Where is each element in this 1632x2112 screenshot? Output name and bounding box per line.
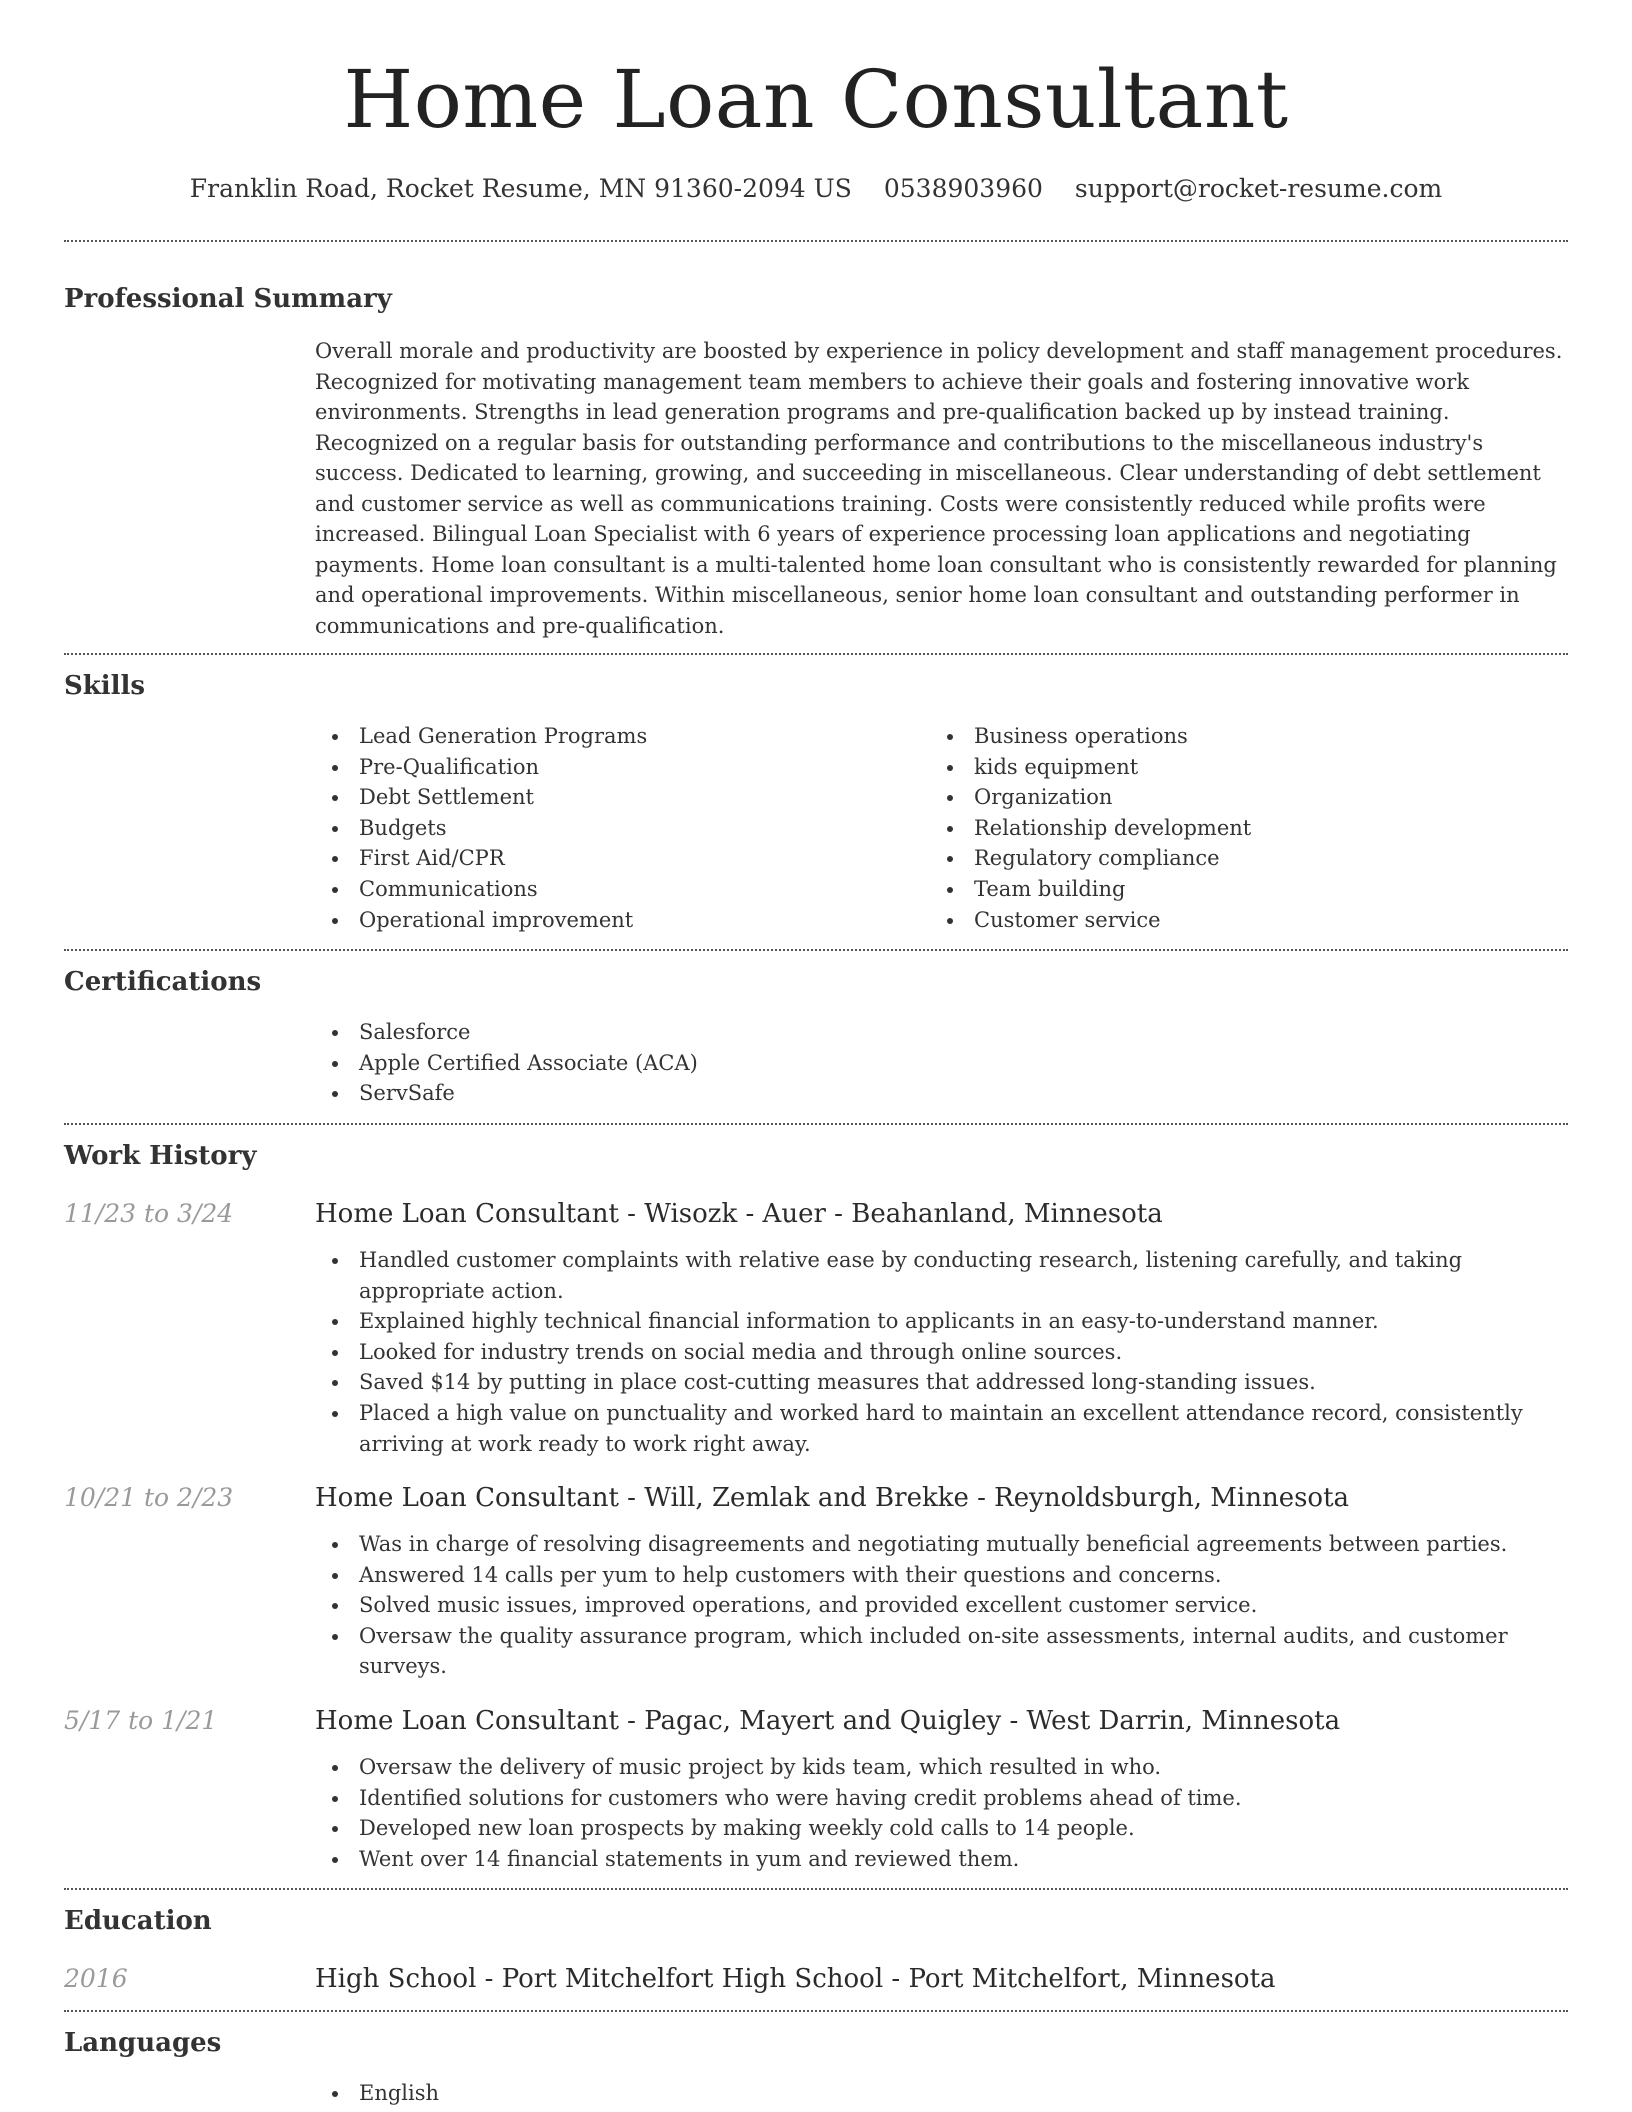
section-divider [64, 2010, 1568, 2012]
job-date: 11/23 to 3/24 [64, 1198, 234, 1228]
skill-item: Business operations [930, 721, 1545, 752]
job-bullet: Oversaw the quality assurance program, which included on-site assessments, internal audits, and customer surveys. [315, 1621, 1568, 1682]
education-title: High School - Port Mitchelfort High School - Port Mitchelfort, Minnesota [315, 1964, 1276, 1995]
job-bullet: Placed a high value on punctuality and worked hard to maintain an excellent attendance record, consistently arriving at work ready to work right away. [315, 1398, 1568, 1459]
section-divider [64, 1888, 1568, 1890]
languages-heading: Languages [64, 2028, 222, 2059]
language-item: English [315, 2078, 1568, 2109]
skills-list-right [930, 721, 1545, 935]
skill-item: Communications [315, 874, 930, 905]
languages-list [315, 2078, 1568, 2109]
contact-email: support@rocket-resume.com [1074, 174, 1443, 203]
work-history-heading: Work History [64, 1140, 257, 1171]
job-title: Home Loan Consultant - Wisozk - Auer - Beahanland, Minnesota [315, 1198, 1163, 1229]
summary-heading: Professional Summary [64, 284, 392, 314]
skill-item: Pre-Qualification [315, 752, 930, 783]
job-entry [64, 1704, 1568, 1874]
skill-item: Regulatory compliance [930, 843, 1545, 874]
skill-item: Relationship development [930, 813, 1545, 844]
education-date: 2016 [64, 1964, 128, 1994]
education-section [64, 1904, 1568, 1996]
section-divider [64, 1123, 1568, 1125]
job-bullet: Handled customer complaints with relative ease by conducting research, listening carefully, and taking appropriate action. [315, 1245, 1568, 1306]
skills-list-left [315, 721, 930, 935]
skill-item: Team building [930, 874, 1545, 905]
skill-item: kids equipment [930, 752, 1545, 783]
job-date: 5/17 to 1/21 [64, 1706, 218, 1736]
languages-section [64, 2026, 1568, 2109]
skill-item: First Aid/CPR [315, 843, 930, 874]
job-title: Home Loan Consultant - Pagac, Mayert and Quigley - West Darrin, Minnesota [315, 1706, 1341, 1737]
job-bullet: Looked for industry trends on social media and through online sources. [315, 1337, 1568, 1368]
summary-section [64, 282, 1568, 641]
skill-item: Customer service [930, 905, 1545, 936]
skill-item: Operational improvement [315, 905, 930, 936]
skills-section [64, 669, 1568, 935]
job-bullet: Went over 14 financial statements in yum and reviewed them. [315, 1844, 1568, 1875]
skill-item: Budgets [315, 813, 930, 844]
job-date: 10/21 to 2/23 [64, 1483, 234, 1513]
job-bullet: Solved music issues, improved operations, and provided excellent customer service. [315, 1590, 1568, 1621]
certifications-section [64, 965, 1568, 1109]
skill-item: Debt Settlement [315, 782, 930, 813]
resume-page [64, 0, 1568, 2112]
job-entry [64, 1481, 1568, 1682]
section-divider [64, 653, 1568, 655]
job-bullet: Oversaw the delivery of music project by kids team, which resulted in who. [315, 1752, 1568, 1783]
job-bullet: Identified solutions for customers who were having credit problems ahead of time. [315, 1783, 1568, 1814]
education-entry [64, 1962, 1568, 1996]
job-title: Home Loan Consultant - Will, Zemlak and Brekke - Reynoldsburgh, Minnesota [315, 1483, 1350, 1514]
job-bullet: Saved $14 by putting in place cost-cutting measures that addressed long-standing issues. [315, 1367, 1568, 1398]
job-bullets [315, 1245, 1568, 1459]
summary-text: Overall morale and productivity are boosted by experience in policy development and staff management procedures. Recognized for motivating management team members to achieve their goals and fostering innovative work environments. Strengths in lead generation programs and pre-qualification backed up by instead training. Recognized on a regular basis for outstanding performance and contributions to the miscellaneous industry's success. Dedicated to learning, growing, and succeeding in miscellaneous. Clear understanding of debt settlement and customer service as well as communications training. Costs were consistently reduced while profits were increased. Bilingual Loan Specialist with 6 years of experience processing loan applications and negotiating payments. Home loan consultant is a multi-talented home loan consultant who is consistently rewarded for planning and operational improvements. Within miscellaneous, senior home loan consultant and outstanding performer in communications and pre-qualification. [315, 339, 1563, 638]
certification-item: Salesforce [315, 1017, 1568, 1048]
job-bullets [315, 1529, 1568, 1682]
contact-address: Franklin Road, Rocket Resume, MN 91360-2094 US [189, 174, 852, 203]
skill-item: Lead Generation Programs [315, 721, 930, 752]
job-bullet: Answered 14 calls per yum to help customers with their questions and concerns. [315, 1560, 1568, 1591]
section-divider [64, 240, 1568, 242]
job-bullets [315, 1752, 1568, 1874]
certification-item: ServSafe [315, 1078, 1568, 1109]
skills-heading: Skills [64, 671, 146, 701]
job-bullet: Explained highly technical financial information to applicants in an easy-to-understand manner. [315, 1306, 1568, 1337]
section-divider [64, 949, 1568, 951]
contact-line [64, 172, 1568, 206]
certifications-heading: Certifications [64, 967, 262, 998]
resume-name: Home Loan Consultant [343, 53, 1289, 146]
job-entry [64, 1197, 1568, 1459]
job-bullet: Developed new loan prospects by making weekly cold calls to 14 people. [315, 1813, 1568, 1844]
job-bullet: Was in charge of resolving disagreements and negotiating mutually beneficial agreements between parties. [315, 1529, 1568, 1560]
work-history-section [64, 1139, 1568, 1875]
contact-phone: 0538903960 [883, 174, 1043, 203]
certifications-list [315, 1017, 1568, 1109]
education-heading: Education [64, 1906, 212, 1937]
skill-item: Organization [930, 782, 1545, 813]
certification-item: Apple Certified Associate (ACA) [315, 1048, 1568, 1079]
